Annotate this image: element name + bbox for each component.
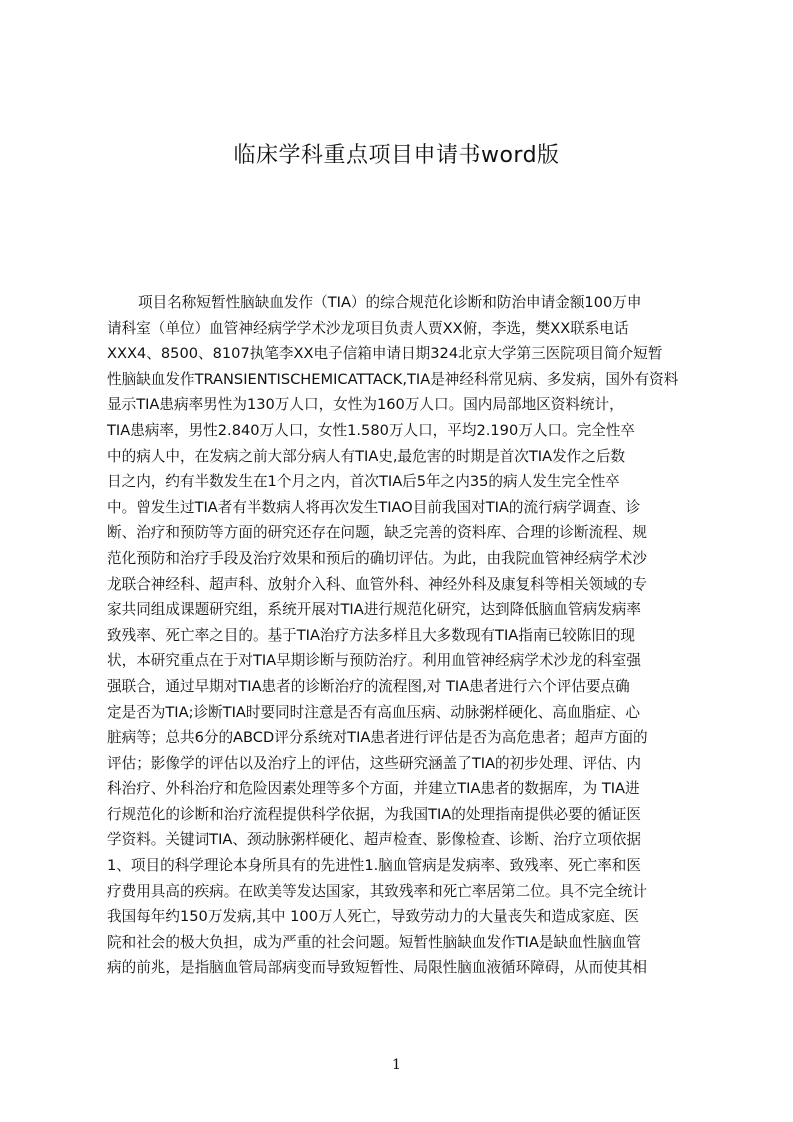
body-text-line: 项目名称短暂性脑缺血发作（TIA）的综合规范化诊断和防治申请金额100万申 [138, 294, 642, 311]
body-text-line: 1、项目的科学理论本身所具有的先进性1.脑血管病是发病率、致残率、死亡率和医 [107, 857, 641, 875]
document-title: 临床学科重点项目申请书word版 [233, 143, 560, 168]
body-text-line: 龙联合神经科、超声科、放射介入科、血管外科、神经外科及康复科等相关领域的专 [107, 575, 647, 593]
body-text-line: 强联合，通过早期对TIA患者的诊断治疗的流程图,对 TIA患者进行六个评估要点确 [107, 677, 630, 695]
page-number: 1 [392, 1057, 401, 1073]
body-text-line: 行规范化的诊断和治疗流程提供科学依据，为我国TIA的处理指南提供必要的循证医 [107, 805, 641, 823]
body-text-line: 学资料。关键词TIA、颈动脉粥样硬化、超声检查、影像检查、诊断、治疗立项依据 [107, 831, 641, 849]
body-text-line: 我国每年约150万发病,其中 100万人死亡，导致劳动力的大量丧失和造成家庭、医 [107, 908, 639, 926]
body-text-line: 范化预防和治疗手段及治疗效果和预后的确切评估。为此，由我院血管神经病学术沙 [107, 549, 647, 567]
body-text-line: 科治疗、外科治疗和危险因素处理等多个方面，并建立TIA患者的数据库，为 TIA进 [107, 780, 640, 798]
body-text-line: 显示TIA患病率男性为130万人口，女性为160万人口。国内局部地区资料统计， [107, 396, 624, 414]
document-body [107, 290, 713, 981]
body-text-line: 状，本研究重点在于对TIA早期诊断与预防治疗。利用血管神经病学术沙龙的科室强 [107, 652, 641, 670]
body-text-line: 断、治疗和预防等方面的研究还存在问题，缺乏完善的资料库、合理的诊断流程、规 [107, 524, 647, 542]
body-text-line: 中的病人中，在发病之前大部分病人有TIA史,最危害的时期是首次TIA发作之后数 [107, 447, 626, 465]
body-text-line: 家共同组成课题研究组，系统开展对TIA进行规范化研究，达到降低脑血管病发病率 [107, 601, 641, 619]
body-text-line: 疗费用具高的疾病。在欧美等发达国家，其致残率和死亡率居第二位。具不完全统计 [107, 882, 647, 900]
body-text-line: 定是否为TIA;诊断TIA时要同时注意是否有高血压病、动脉粥样硬化、高血脂症、心 [107, 703, 640, 721]
body-text-line: 脏病等；总共6分的ABCD评分系统对TIA患者进行评估是否为高危患者；超声方面的 [107, 729, 648, 747]
body-text-line: TIA患病率，男性2.840万人口，女性1.580万人口，平均2.190万人口。完全性卒 [107, 421, 635, 439]
body-text-line: 日之内，约有半数发生在1个月之内，首次TIA后5年之内35的病人发生完全性卒 [107, 473, 620, 491]
body-text-line: 中。曾发生过TIA者有半数病人将再次发生TIAO目前我国对TIA的流行病学调查、诊 [107, 498, 641, 516]
body-text-line: 致残率、死亡率之目的。基于TIA治疗方法多样且大多数现有TIA指南已较陈旧的现 [107, 626, 636, 644]
body-text-line: 评估；影像学的评估以及治疗上的评估，这些研究涵盖了TIA的初步处理、评估、内 [107, 754, 641, 772]
body-text-line: 性脑缺血发作TRANSIENTISCHEMICATTACK,TIA是神经科常见病、多发病，国外有资料 [107, 370, 679, 388]
body-text-line: 院和社会的极大负担，成为严重的社会问题。短暂性脑缺血发作TIA是缺血性脑血管 [107, 933, 641, 951]
body-text-line: 请科室（单位）血管神经病学学术沙龙项目负责人贾XX俯，李选，樊XX联系电话 [107, 319, 629, 337]
body-text-line: XXX4、8500、8107执笔李XX电子信箱申请日期324北京大学第三医院项目简介短暂 [107, 345, 663, 363]
body-text-line: 病的前兆，是指脑血管局部病变而导致短暂性、局限性脑血液循环障碍，从而使其相 [107, 959, 647, 977]
